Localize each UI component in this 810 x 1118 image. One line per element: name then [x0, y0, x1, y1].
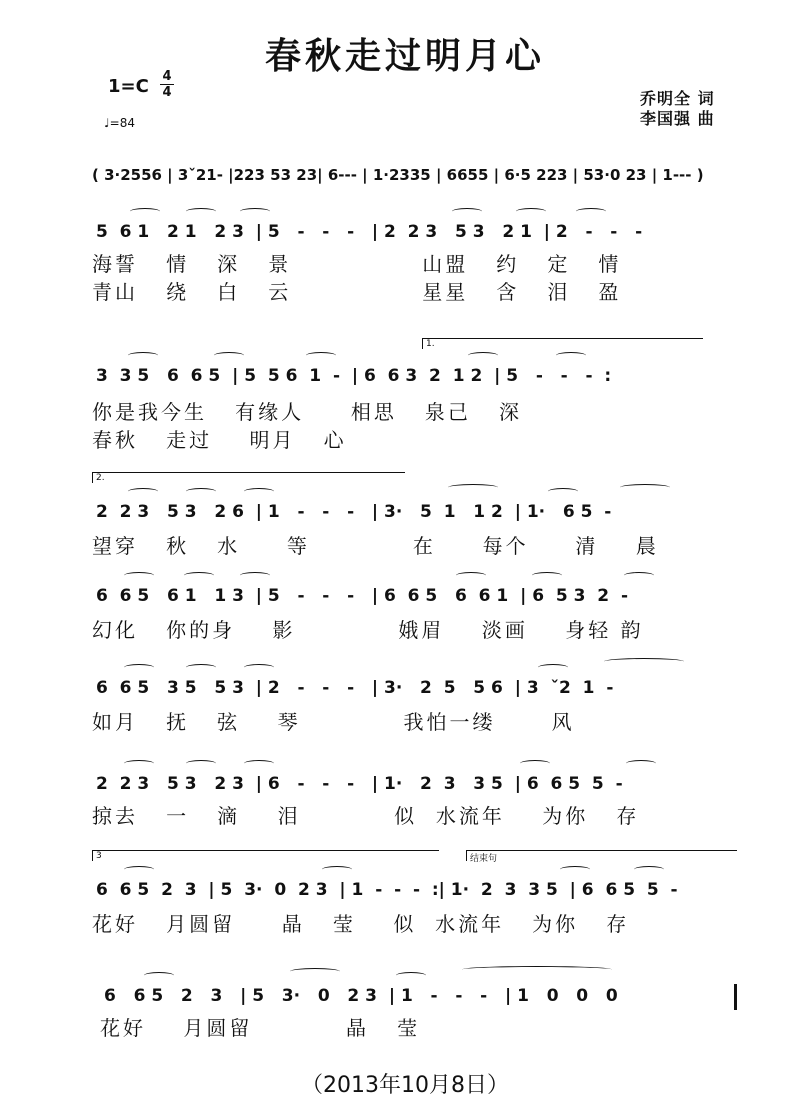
ending-bracket [466, 850, 737, 864]
lyrics-row-3: 望穿 秋 水 等 在 每个 清 晨 [92, 534, 659, 558]
lyrics-row-8: 花好 月圆留 晶 莹 [100, 1016, 421, 1040]
song-title: 春秋走过明月心 [264, 36, 545, 77]
slur [130, 208, 160, 215]
lyrics-row-2b: 春秋 走过 明月 心 [92, 428, 347, 452]
tie [462, 966, 612, 973]
slur [516, 208, 546, 215]
notation-row-2: 3 3 5 6 6 5 | 5 5 6 1 - | 6 6 3 2 1 2 | 5 - - - : [96, 366, 612, 386]
slur [624, 572, 654, 579]
slur [396, 972, 426, 979]
notation-row-3: 2 2 3 5 3 2 6 | 1 - - - | 3· 5 1 1 2 | 1· 6 5 - [96, 502, 612, 522]
slur [322, 866, 352, 873]
slur [290, 968, 340, 975]
notation-row-8: 6 6 5 2 3 | 5 3· 0 2 3 | 1 - - - | 1 0 0 0 [104, 986, 618, 1006]
slur [128, 352, 158, 359]
slur [634, 866, 664, 873]
notation-row-6: 2 2 3 5 3 2 3 | 6 - - - | 1· 2 3 3 5 | 6 6 5 5 - [96, 774, 623, 794]
slur [186, 208, 216, 215]
lyrics-row-1b: 青山 绕 白 云 星星 含 泪 盈 [92, 280, 622, 304]
slur [556, 352, 586, 359]
slur [620, 484, 670, 491]
slur [576, 208, 606, 215]
slur [456, 572, 486, 579]
lyrics-row-1a: 海誓 情 深 景 山盟 约 定 情 [92, 252, 622, 276]
key-signature: 1=C [108, 76, 149, 97]
lyrics-row-6: 掠去 一 滴 泪 似 水流年 为你 存 [92, 804, 640, 828]
notation-row-4: 6 6 5 6 1 1 3 | 5 - - - | 6 6 5 6 6 1 | 6 5 3 2 - [96, 586, 629, 606]
lyrics-row-4: 幻化 你的身 影 娥眉 淡画 身轻 韵 [92, 618, 644, 642]
slur [124, 664, 154, 671]
notation-row-7: 6 6 5 2 3 | 5 3· 0 2 3 | 1 - - - :| 1· 2 3 3 5 | 6 6 5 5 - [96, 880, 678, 900]
volta-bracket-3 [92, 850, 439, 861]
slur [306, 352, 336, 359]
lyrics-row-7: 花好 月圆留 晶 莹 似 水流年 为你 存 [92, 912, 630, 936]
slur [244, 760, 274, 767]
slur [548, 488, 578, 495]
slur [538, 664, 568, 671]
slur [244, 488, 274, 495]
slur [144, 972, 174, 979]
lyricist-credit: 乔明全 词 [640, 89, 715, 108]
slur [468, 352, 498, 359]
slur [124, 572, 154, 579]
date-footer: （2013年10月8日） [301, 1073, 509, 1098]
slur [240, 208, 270, 215]
slur [184, 572, 214, 579]
time-signature [160, 70, 174, 99]
intro-notation: ( 3·2556 | 3ˇ21- |223 53 23| 6--- | 1·2335 | 6655 | 6·5 223 | 53·0 23 | 1--- ) [92, 166, 704, 184]
slur [124, 760, 154, 767]
lyrics-row-2a: 你是我今生 有缘人 相思 泉己 深 [92, 400, 523, 424]
slur [520, 760, 550, 767]
slur [604, 658, 684, 665]
slur [532, 572, 562, 579]
slur [626, 760, 656, 767]
slur [244, 664, 274, 671]
slur [214, 352, 244, 359]
tempo-marking: ♩=84 [104, 116, 135, 130]
meter-bottom: 4 [162, 85, 172, 100]
meter-top: 4 [162, 69, 172, 84]
slur [124, 866, 154, 873]
slur [448, 484, 498, 491]
notation-row-5: 6 6 5 3 5 5 3 | 2 - - - | 3· 2 5 5 6 | 3 ˇ2 1 - [96, 678, 614, 698]
slur [186, 760, 216, 767]
volta-3-label: 3 [96, 851, 102, 861]
slur [186, 488, 216, 495]
slur [452, 208, 482, 215]
volta-2-label: 2. [96, 473, 105, 483]
slur [560, 866, 590, 873]
composer-credit: 李国强 曲 [640, 109, 715, 128]
final-barline [734, 984, 737, 1010]
notation-row-1: 5 6 1 2 1 2 3 | 5 - - - | 2 2 3 5 3 2 1 | 2 - - - [96, 222, 643, 242]
slur [128, 488, 158, 495]
ending-label: 结束句 [470, 854, 498, 864]
volta-1-label: 1. [426, 339, 435, 349]
lyrics-row-5: 如月 抚 弦 琴 我怕一缕 风 [92, 710, 575, 734]
volta-bracket-1 [422, 338, 703, 349]
slur [186, 664, 216, 671]
slur [240, 572, 270, 579]
volta-bracket-2 [92, 472, 405, 483]
